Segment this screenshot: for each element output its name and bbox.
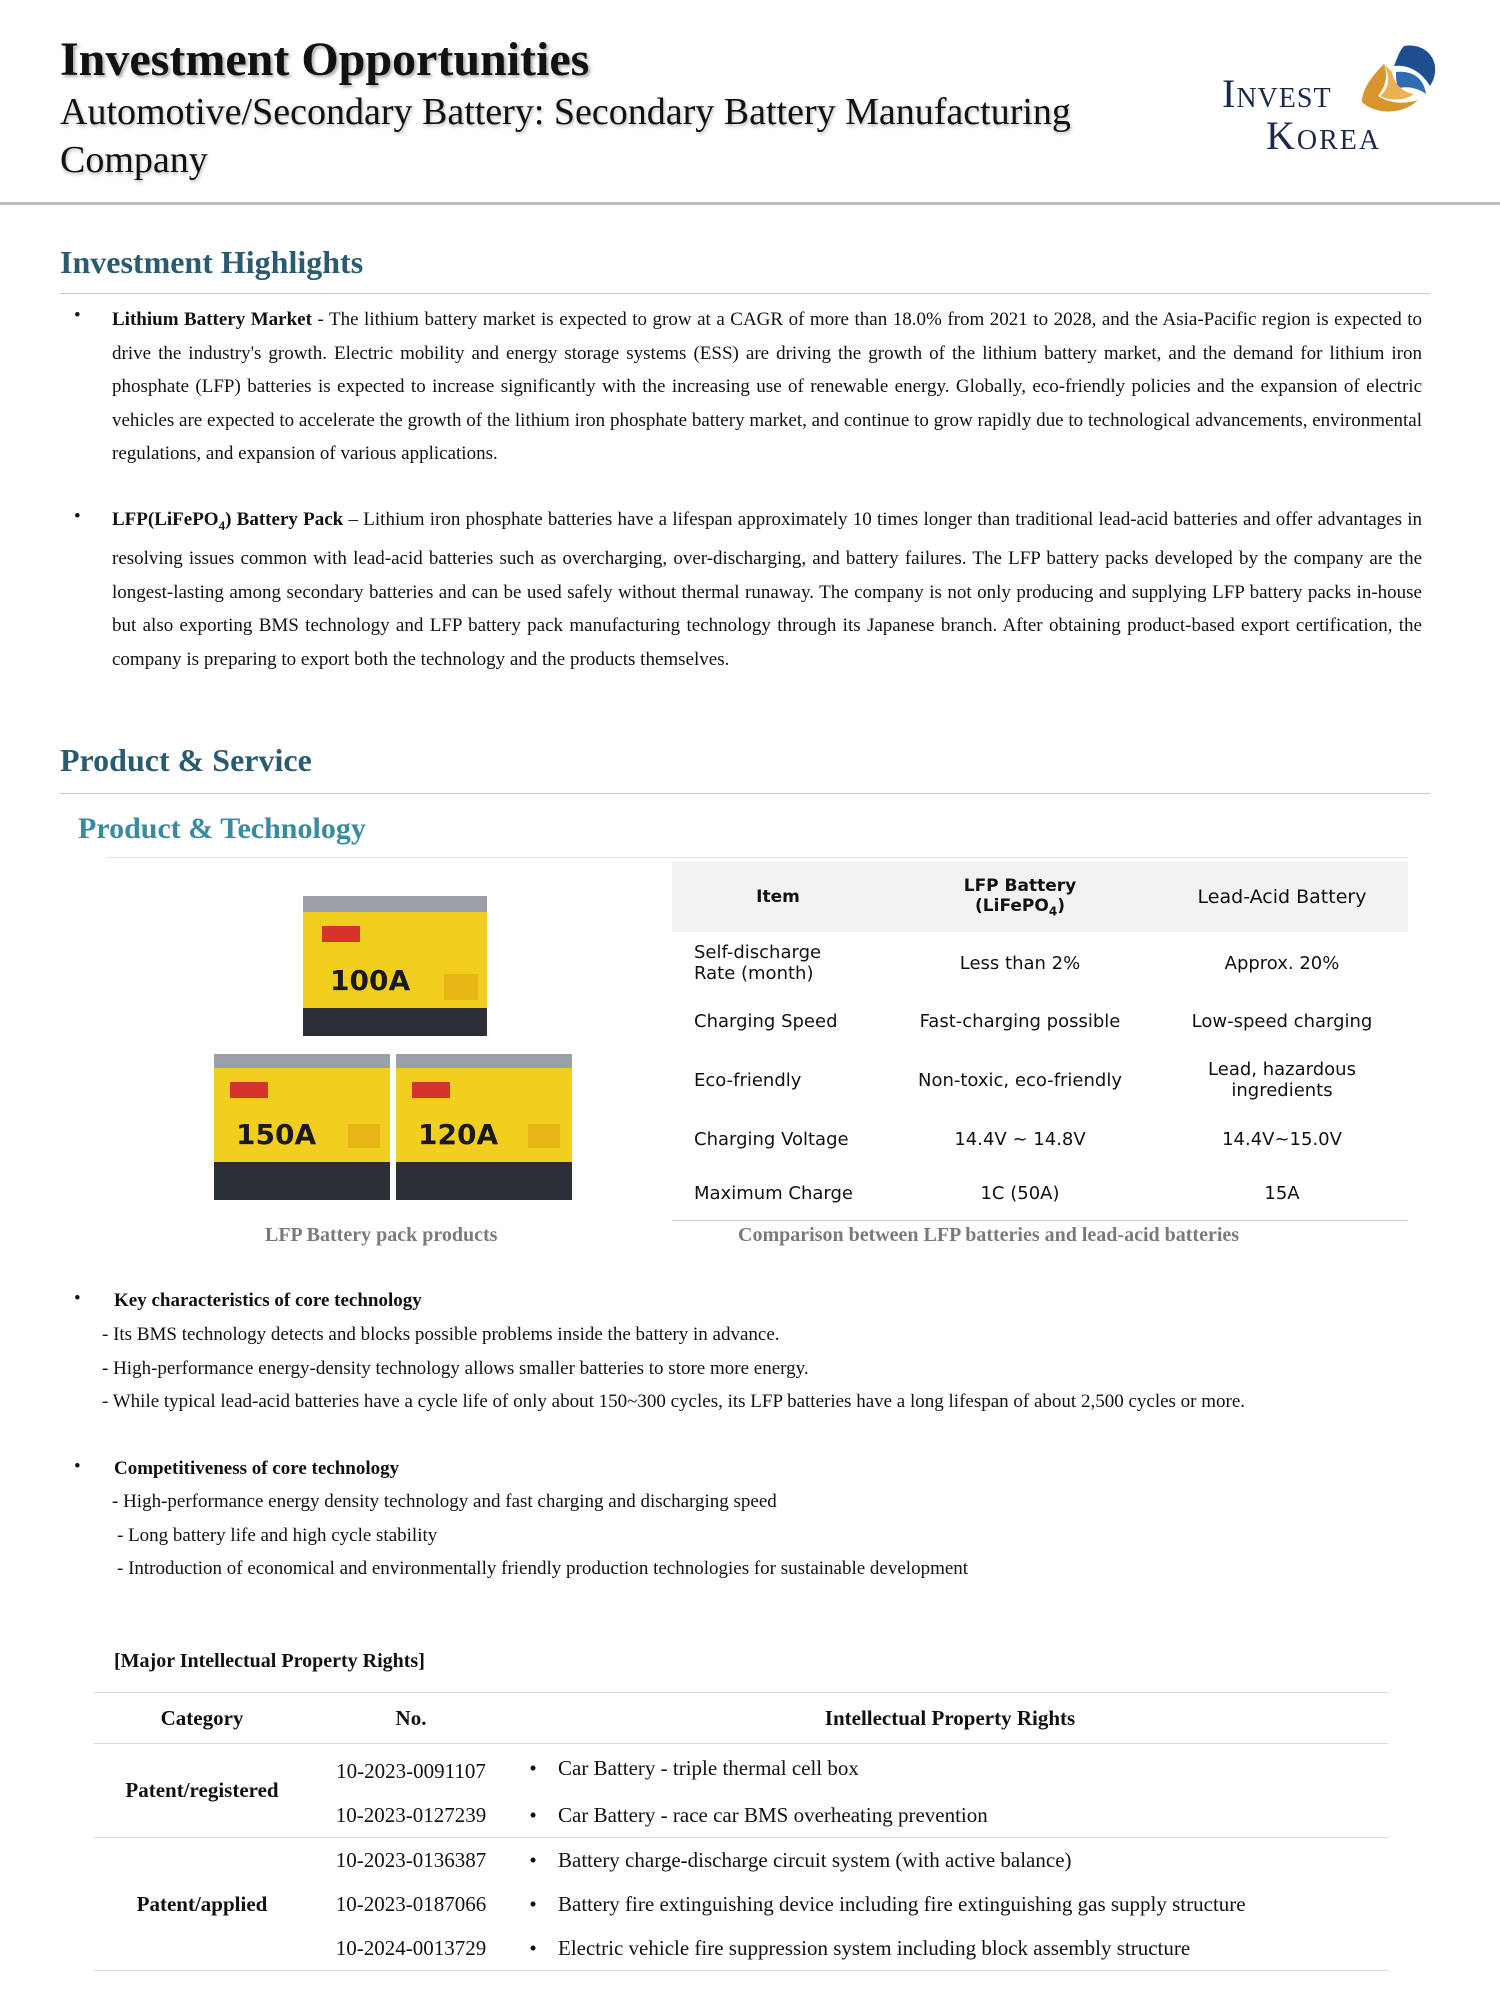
table-row <box>672 1166 1408 1221</box>
cell-right: Battery charge-discharge circuit system (with active balance) <box>558 1847 1072 1872</box>
cell-item: Maximum Charge <box>672 1166 884 1221</box>
invest-korea-logo <box>1218 40 1448 160</box>
header-lead: Lead-Acid Battery <box>1156 862 1408 932</box>
list-item: - High-performance energy density technology and fast charging and discharging speed <box>112 1491 777 1512</box>
header-subscript: 4 <box>1048 904 1058 919</box>
logo-text-korea: Korea <box>1266 113 1382 158</box>
table-row <box>672 932 1408 994</box>
cell-category: Patent/applied <box>94 1838 310 1971</box>
header-part: (LiFePO <box>975 895 1049 916</box>
table-row <box>672 1048 1408 1112</box>
list-item: - High-performance energy-density technology allows smaller batteries to store more energy. <box>102 1357 809 1379</box>
cell-lfp: Non-toxic, eco-friendly <box>917 1069 1122 1091</box>
ipr-table <box>94 1692 1388 1971</box>
cell-no: 10-2023-0187066 <box>335 1891 487 1916</box>
cell-item: Eco-friendly <box>694 1069 802 1091</box>
cell-item: Self-discharge Rate (month) <box>694 942 822 984</box>
cell-lfp: Fast-charging possible <box>919 1010 1121 1032</box>
header-lfp <box>884 862 1156 932</box>
bullet-icon: • <box>74 506 81 527</box>
header-rights: Intellectual Property Rights <box>512 1693 1388 1744</box>
section-heading-product: Product & Service <box>60 742 312 778</box>
battery-label-150a: 150A <box>236 1118 317 1151</box>
battery-label-100a: 100A <box>330 964 411 997</box>
cell-no: 10-2024-0013729 <box>310 1926 512 1971</box>
highlight-title-2 <box>112 509 344 533</box>
cell-lead: Low-speed charging <box>1191 1010 1373 1032</box>
header-no: No. <box>310 1693 512 1744</box>
header-lfp-line1: LFP Battery <box>963 875 1077 896</box>
table-row <box>94 1744 1388 1794</box>
cell-right: Car Battery - triple thermal cell box <box>558 1756 859 1780</box>
cell-no: 10-2023-0091107 <box>336 1758 486 1783</box>
cell-right: Electric vehicle fire suppression system including block assembly structure <box>554 1926 1388 1971</box>
cell-lfp: Less than 2% <box>959 952 1081 974</box>
bullet-icon: • <box>529 1847 537 1872</box>
header-item: Item <box>672 862 884 932</box>
image-caption: LFP Battery pack products <box>265 1224 498 1246</box>
separator: – <box>343 509 364 530</box>
header-lfp-line2 <box>885 896 1155 918</box>
list-item: - Its BMS technology detects and blocks possible problems inside the battery in advance. <box>102 1324 780 1345</box>
table-row <box>672 994 1408 1048</box>
subsection-divider <box>108 857 1408 858</box>
table-row <box>94 1838 1388 1883</box>
cell-right: Car Battery - race car BMS overheating prevention <box>554 1793 1388 1838</box>
section-heading-highlights: Investment Highlights <box>60 244 364 280</box>
cell-item: Charging Voltage <box>694 1128 849 1150</box>
title-part: ) Battery Pack <box>225 509 344 530</box>
highlight-paragraph-1 <box>112 303 1422 471</box>
bullet-icon: • <box>74 1288 81 1309</box>
highlight-paragraph-2 <box>112 503 1422 676</box>
key-characteristics-list <box>102 1318 1245 1419</box>
list-item: - Long battery life and high cycle stability <box>117 1524 438 1546</box>
competitiveness-title <box>114 1452 399 1486</box>
key-characteristics-title <box>114 1284 422 1318</box>
comparison-table <box>672 862 1408 1221</box>
bullet-icon: • <box>529 1891 537 1916</box>
page-subtitle: Automotive/Secondary Battery: Secondary Battery Manufacturing Company <box>60 91 1071 181</box>
competitiveness-heading: Competitiveness of core technology <box>114 1458 400 1479</box>
list-item: - While typical lead-acid batteries have a cycle life of only about 150~300 cycles, its LFP batteries have a long lifespan of about 2,500 cycles or more. <box>102 1391 1246 1412</box>
swirl-logo-icon <box>1356 42 1442 116</box>
cell-lead: 14.4V~15.0V <box>1222 1128 1342 1150</box>
section-divider <box>60 293 1430 294</box>
title-part: LFP(LiFePO <box>112 509 219 530</box>
cell-lead: Approx. 20% <box>1224 952 1340 974</box>
section-divider <box>60 793 1430 794</box>
highlight-title-1: Lithium Battery Market <box>112 309 312 330</box>
battery-label-120a: 120A <box>418 1118 499 1151</box>
cell-lead: 15A <box>1156 1166 1408 1221</box>
cell-no: 10-2023-0127239 <box>310 1793 512 1838</box>
header-part: ) <box>1057 895 1065 916</box>
header-divider <box>0 202 1500 205</box>
battery-pack-image <box>210 896 576 1212</box>
cell-lfp: 1C (50A) <box>884 1166 1156 1221</box>
list-item: - Introduction of economical and environmentally friendly production technologies for sustainable development <box>117 1558 969 1579</box>
header-category: Category <box>94 1693 310 1744</box>
table-row <box>672 1112 1408 1166</box>
table-header-row <box>94 1693 1388 1744</box>
cell-item: Charging Speed <box>694 1010 838 1032</box>
highlight-text-1: The lithium battery market is expected to grow at a CAGR of more than 18.0% from 2021 to 2028, and the Asia-Pacific region is expected to drive the industry's growth. Electric mobility and energy storage systems (ESS) are driving the growth of the lithium battery market, and the demand for lithium iron phosphate (LFP) batteries is expected to increase significantly with the increasing use of renewable energy. Globally, eco-friendly policies and the expansion of electric vehicles are expected to accelerate the growth of the lithium iron phosphate battery market, and continue to grow rapidly due to technological advancements, environmental regulations, and expansion of various applications. <box>112 309 1422 464</box>
page-title: Investment Opportunities <box>60 33 590 86</box>
title-subscript: 4 <box>218 517 226 533</box>
bullet-icon: • <box>529 1756 537 1780</box>
bullet-icon: • <box>512 1793 554 1838</box>
cell-category: Patent/registered <box>94 1744 310 1838</box>
highlight-text-2: Lithium iron phosphate batteries have a lifespan approximately 10 times longer than traditional lead-acid batteries and offer advantages in resolving issues common with lead-acid batteries such as overcharging, over-discharging, and battery failures. The LFP battery packs developed by the company are the longest-lasting among secondary batteries and can be used safely without thermal runaway. The company is not only producing and supplying LFP battery packs in-house but also exporting BMS technology and LFP battery pack manufacturing technology through its Japanese branch. After obtaining product-based export certification, the company is preparing to export both the technology and the products themselves. <box>112 509 1423 670</box>
table-header-row <box>672 862 1408 932</box>
ipr-title: [Major Intellectual Property Rights] <box>114 1650 425 1672</box>
bullet-icon: • <box>74 305 81 326</box>
key-characteristics-heading: Key characteristics of core technology <box>114 1290 422 1311</box>
competitiveness-list <box>112 1485 968 1586</box>
bullet-icon: • <box>74 1456 81 1477</box>
cell-lead: Lead, hazardous ingredients <box>1208 1059 1356 1101</box>
table-caption: Comparison between LFP batteries and lead-acid batteries <box>738 1224 1240 1246</box>
cell-no: 10-2023-0136387 <box>335 1847 487 1872</box>
separator: - <box>311 309 329 330</box>
cell-right: Battery fire extinguishing device including fire extinguishing gas supply structure <box>558 1891 1246 1916</box>
cell-lfp: 14.4V ~ 14.8V <box>954 1128 1086 1150</box>
bullet-icon: • <box>512 1926 554 1971</box>
logo-text-invest: Invest <box>1222 71 1332 116</box>
subheading-product-technology: Product & Technology <box>78 812 366 845</box>
